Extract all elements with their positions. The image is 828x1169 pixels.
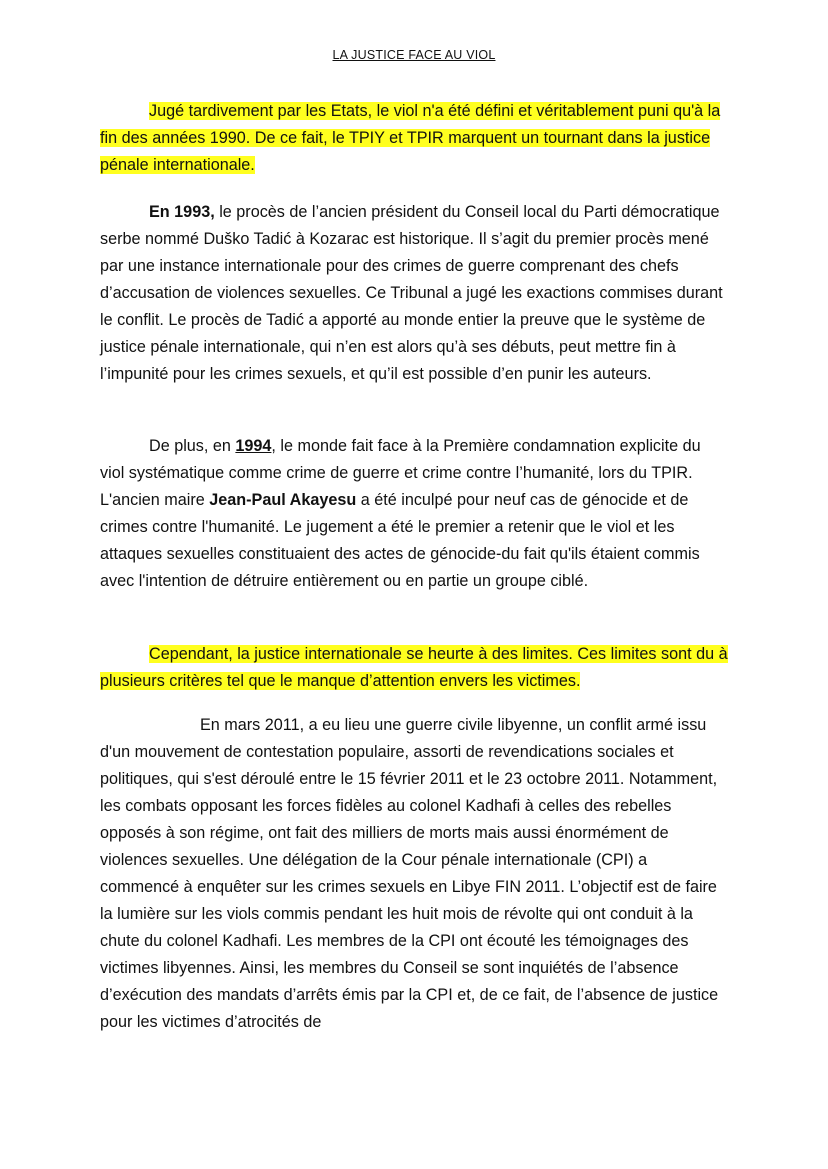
bold-year-1993: En 1993, [149, 203, 215, 221]
paragraph-1993 [100, 199, 728, 388]
page-title: LA JUSTICE FACE AU VIOL [332, 48, 496, 62]
bold-name-akayesu: Jean-Paul Akayesu [209, 491, 357, 509]
paragraph-libya [100, 712, 728, 1036]
highlighted-text: Cependant, la justice internationale se heurte à des limites. Ces limites sont du à plusieurs critères tel que le manque d’attention envers les victimes. [100, 645, 728, 690]
paragraph-text: En mars 2011, a eu lieu une guerre civile libyenne, un conflit armé issu d'un mouvement de contestation populaire, assorti de revendications sociales et politiques, qui s'est déroulé entre le 15 février 2011 et le 23 octobre 2011. Notamment, les combats opposant les forces fidèles au colonel Kadhafi à celles des rebelles opposés à son régime, ont fait des milliers de morts mais aussi énormément de violences sexuelles. Une délégation de la Cour pénale internationale (CPI) a commencé à enquêter sur les crimes sexuels en Libye FIN 2011. L’objectif est de faire la lumière sur les viols commis pendant les huit mois de révolte qui ont conduit à la chute du colonel Kadhafi. Les membres de la CPI ont écouté les témoignages des victimes libyennes. Ainsi, les membres du Conseil se sont inquiétés de l’absence d’exécution des mandats d’arrêts émis par la CPI et, de ce fait, de l’absence de justice pour les victimes d’atrocités de [100, 716, 719, 1031]
paragraph-intro [100, 98, 728, 179]
underlined-year-1994: 1994 [235, 437, 272, 455]
paragraph-limits [100, 641, 728, 695]
highlighted-text: Jugé tardivement par les Etats, le viol n'a été défini et véritablement puni qu'à la fin des années 1990. De ce fait, le TPIY et TPIR marquent un tournant dans la justice pénale internationale. [100, 102, 721, 174]
paragraph-1994: De plus, en 1994, le monde fait face à la Première condamnation explicite du viol systématique comme crime de guerre et crime contre l’humanité, lors du TPIR. L'ancien maire Jean-Paul Akayesu a été inculpé pour neuf cas de génocide et de crimes contre l'humanité. Le jugement a été le premier a retenir que le viol et les attaques sexuelles constituaient des actes de génocide-du fait qu'ils étaient commis avec l'intention de détruire entièrement ou en partie un groupe ciblé. [100, 437, 701, 590]
paragraph-text: le procès de l’ancien président du Conseil local du Parti démocratique serbe nommé Duško Tadić à Kozarac est historique. Il s’agit du premier procès mené par une instance internationale pour des crimes de guerre comprenant des chefs d’accusation de violences sexuelles. Ce Tribunal a jugé les exactions commises durant le conflit. Le procès de Tadić a apporté au monde entier la preuve que le système de justice pénale internationale, qui n’en est alors qu’à ses débuts, peut mettre fin à l’impunité pour les crimes sexuels, et qu’il est possible d’en punir les auteurs. [100, 203, 723, 383]
